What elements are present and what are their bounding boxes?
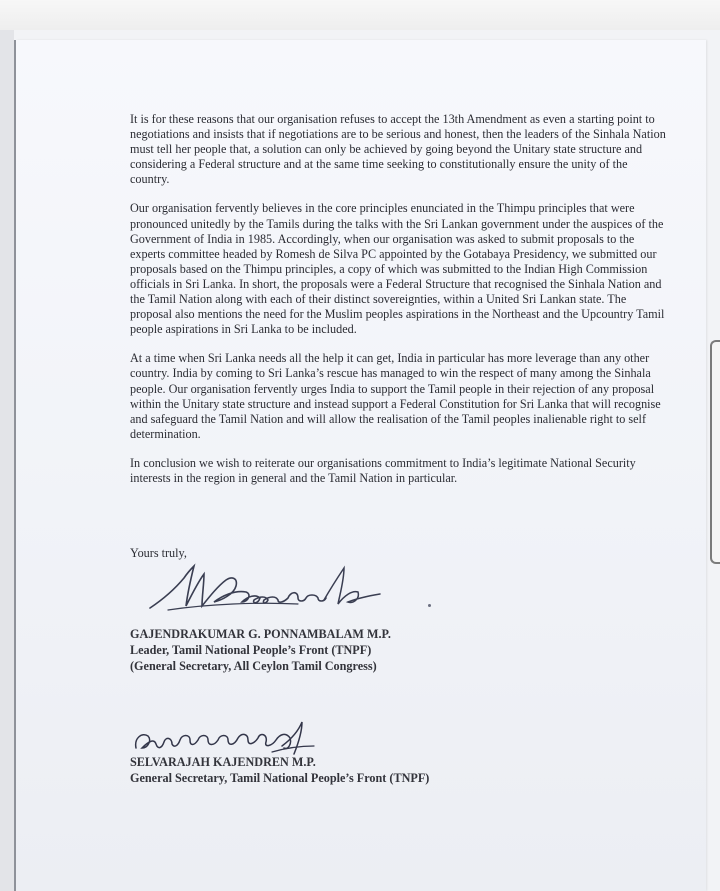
paragraph-3: At a time when Sri Lanka needs all the help it can get, India in particular has more leverage than any other country. India by coming to Sri Lanka’s rescue has managed to win the respect of many among the Sinhala people. Our organisation fervently urges India to support the Tamil people in their rejection of any proposal within the Unitary state structure and instead support a Federal Constitution for Sri Lanka that will recognise and safeguard the Tamil Nation and will allow the realisation of the Tamil peoples inalienable right to self determination. xyxy=(130,351,661,441)
paragraph-4: In conclusion we wish to reiterate our organisations commitment to India’s legitimate National Security interests in the region in general and the Tamil Nation in particular. xyxy=(130,455,636,485)
signature-1 xyxy=(148,560,398,622)
signatory-2-block xyxy=(130,754,429,786)
paragraph-2: Our organisation fervently believes in the core principles enunciated in the Thimpu principles that were pronounced unitedly by the Tamils during the talks with the Sri Lankan government under the auspices of the Government of India in 1985. Accordingly, when our organisation was asked to submit proposals to the experts committee headed by Romesh de Silva PC appointed by the Gotabaya Presidency, we submitted our proposals based on the Thimpu principles, a copy of which was submitted to the Indian High Commission officials in Sri Lanka. In short, the proposals were a Federal Structure that recognised the Sinhala Nation and the Tamil Nation along with each of their distinct sovereignties, within a United Sri Lankan state. The proposal also mentions the need for the Muslim peoples aspirations in the Northeast and the Upcountry Tamil people aspirations in Sri Lanka to be included. xyxy=(130,201,665,337)
signatory-2-title: General Secretary, Tamil National People’s Front (TNPF) xyxy=(130,771,430,785)
signatory-1-subtitle: (General Secretary, All Ceylon Tamil Congress) xyxy=(130,659,377,673)
page-scroll-tab[interactable] xyxy=(710,340,720,564)
closing: Yours truly, xyxy=(130,546,187,560)
top-strip xyxy=(0,0,720,30)
signature-2 xyxy=(132,718,322,758)
signatory-1-block xyxy=(130,626,391,674)
paragraph-1: It is for these reasons that our organisation refuses to accept the 13th Amendment as even a starting point to negotiations and insists that if negotiations are to be serious and honest, then the leaders of the Sinhala Nation must tell her people that, a solution can only be achieved by going beyond the Unitary state structure and considering a Federal structure and at the same time seeking to constitutionally ensure the unity of the country. xyxy=(130,112,666,187)
signatory-2-name: SELVARAJAH KAJENDREN M.P. xyxy=(130,755,316,769)
letter-body xyxy=(130,112,670,500)
ink-dot xyxy=(428,604,431,607)
signatory-1-name: GAJENDRAKUMAR G. PONNAMBALAM M.P. xyxy=(130,627,391,641)
left-margin xyxy=(0,30,14,891)
signatory-1-title: Leader, Tamil National People’s Front (TNPF) xyxy=(130,643,372,657)
